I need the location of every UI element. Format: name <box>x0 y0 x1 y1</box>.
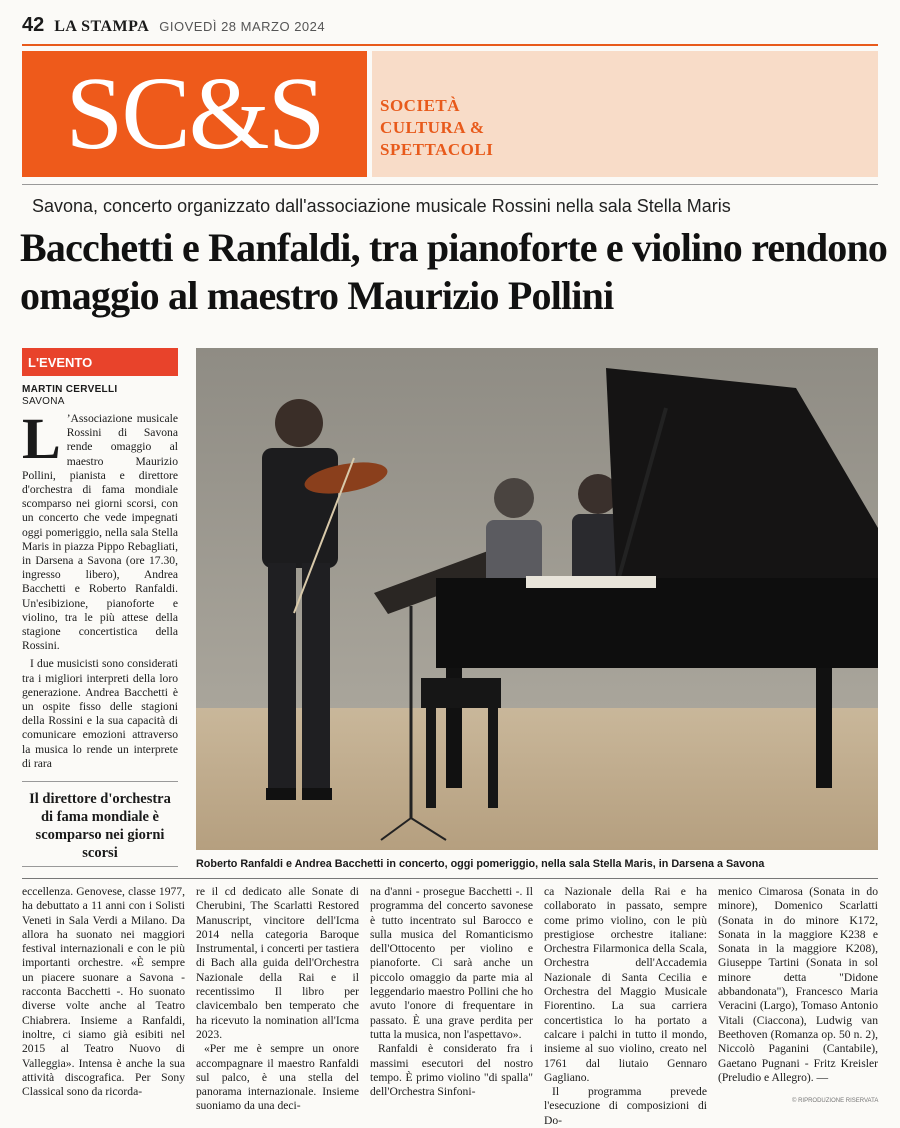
copyright-note: © RIPRODUZIONE RISERVATA <box>792 1098 879 1104</box>
concert-photo <box>196 348 878 850</box>
photo-illustration <box>196 348 878 850</box>
article-paragraph: Ranfaldi è considerato fra i massimi esecutori del nostro tempo. È primo violino "di spalla" dell'Orchestra Sinfoni- <box>370 1042 533 1099</box>
article-paragraph <box>22 406 178 653</box>
headline: Bacchetti e Ranfaldi, tra pianoforte e violino rendono omaggio al maestro Maurizio Pollini <box>20 225 888 318</box>
page-number: 42 <box>22 14 45 36</box>
section-line: SOCIETÀ <box>380 96 461 115</box>
section-line: CULTURA & <box>380 118 485 137</box>
article-paragraph: na d'anni - prosegue Bacchetti -. Il programma del concerto savonese è tutto incentrato sul Barocco e sulla musica del Romanticismo dell'Ottocento per violino e pianoforte. Ci sarà anche un piccolo omaggio da parte mia al leggendario maestro Pollini che ho avuto l'onore di frequentare in passato. È una grave perdita per tutta la musica, non l'aspettavo». <box>370 885 533 1041</box>
folio <box>22 14 325 40</box>
byline-author: MARTIN CERVELLI <box>22 384 118 395</box>
section-name-box <box>372 51 878 177</box>
article-column-3 <box>196 885 359 1114</box>
section-logo-text: SC&S <box>65 56 324 171</box>
newspaper-name: LA STAMPA <box>54 18 150 35</box>
article-column-5 <box>544 885 707 1128</box>
article-paragraph: I due musicisti sono considerati tra i migliori interpreti della loro generazione. Andrea Bacchetti è un ospite fisso delle stagioni della Rossini e la sua capacità di comunicare emozioni attraverso la musica lo rende un interprete di rara <box>22 657 178 770</box>
article-paragraph: Il programma prevede l'esecuzione di composizioni di Do- <box>544 1085 707 1127</box>
section-name <box>380 95 493 161</box>
photo-caption: Roberto Ranfaldi e Andrea Bacchetti in concerto, oggi pomeriggio, nella sala Stella Maris, in Darsena a Savona <box>196 858 765 870</box>
byline-place: SAVONA <box>22 396 65 407</box>
top-rule <box>22 44 878 46</box>
event-tag <box>22 348 178 376</box>
paragraph-text: ’Associazione musicale Rossini di Savona rende omaggio al maestro Maurizio Pollini, pianista e direttore d'orchestra di fama mondiale scomparso nei giorni scorsi, con un concerto che vede impegnati oggi pomeriggio, nella sala Stella Maris in piazza Pippo Rebagliati, in Darsena a Savona (ore 17.30, ingresso libero), Andrea Bacchetti e Roberto Ranfaldi. Un'esibizione, pianoforte e violino, tra le più attese della stagione concertistica della Rossini. <box>22 412 178 653</box>
article-column-4 <box>370 885 533 1099</box>
issue-date: GIOVEDÌ 28 MARZO 2024 <box>159 19 326 34</box>
pullquote-rule-bottom <box>22 866 178 867</box>
article-paragraph: eccellenza. Genovese, classe 1977, ha debuttato a 11 anni con i Solisti Veneti in Sala Verdi a Milano. Da allora ha suonato nei maggiori festival internazionali e con le più importanti orchestre. «È sempre un piacere suonare a Savona - racconta Bacchetti -. Ho suonato diverse volte anche al Teatro Chiabrera. Insieme a Ranfaldi, inoltre, ci siamo già esibiti nel 2015 al Teatro Nuovo di Valleggia». Intensa è anche la sua attività discografica. Per Sony Classical sono da ricorda- <box>22 885 185 1099</box>
drop-cap: L <box>22 406 61 471</box>
section-logo <box>22 51 367 177</box>
article-paragraph: menico Cimarosa (Sonata in do minore), Domenico Scarlatti (Sonata in do minore K172, Sonata in la maggiore K238 e Sonata in la maggiore K208), Giuseppe Tartini (Sonata in sol minore detta "Didone abbandonata"), Francesco Maria Veracini (Largo), Tomaso Antonio Vitali (Ciaccona), Ludwig van Beethoven (Romanza op. 50 n. 2), Niccolò Paganini (Cantabile), Gaetano Pugnani - Fritz Kreisler (Preludio e Allegro). — <box>718 885 878 1084</box>
section-line: SPETTACOLI <box>380 140 494 159</box>
bottom-rule <box>22 878 878 879</box>
article-paragraph: re il cd dedicato alle Sonate di Cherubini, The Scarlatti Restored Manuscript, vincitore dell'Icma 2014 nella categoria Baroque Instrumental, i concerti per tastiera di Bach alla guida dell'Orchestra Nazionale della Rai e il recentissimo Il libro per clavicembalo ben temperato che ha ricevuto la nomination all'Icma 2023. <box>196 885 359 1041</box>
article-column-2 <box>22 885 185 1099</box>
pullquote: Il direttore d'orchestra di fama mondiale è scomparso nei giorni scorsi <box>29 791 171 861</box>
pullquote-rule-top <box>22 781 178 782</box>
article-column-1 <box>22 406 178 775</box>
kicker: Savona, concerto organizzato dall'associazione musicale Rossini nella sala Stella Maris <box>32 196 731 216</box>
article-paragraph: ca Nazionale della Rai e ha collaborato in passato, sempre come primo violino, con le più prestigiose orchestre italiane: Orchestra Filarmonica della Scala, Orchestra dell'Accademia Nazionale di Santa Cecilia e Orchestra del Maggio Musicale Fiorentino. La sua carriera concertistica lo ha portato a calcare i palchi in tutto il mondo, insieme al suo violino, creato nel 1761 dal liutaio Gennaro Gagliano. <box>544 885 707 1084</box>
event-tag-label: L'EVENTO <box>28 355 93 370</box>
article-paragraph: «Per me è sempre un onore accompagnare il maestro Ranfaldi sul palco, è una stella del panorama internazionale. Insieme suoniamo da una deci- <box>196 1042 359 1113</box>
banner-rule <box>22 184 878 185</box>
article-column-6 <box>718 885 878 1085</box>
